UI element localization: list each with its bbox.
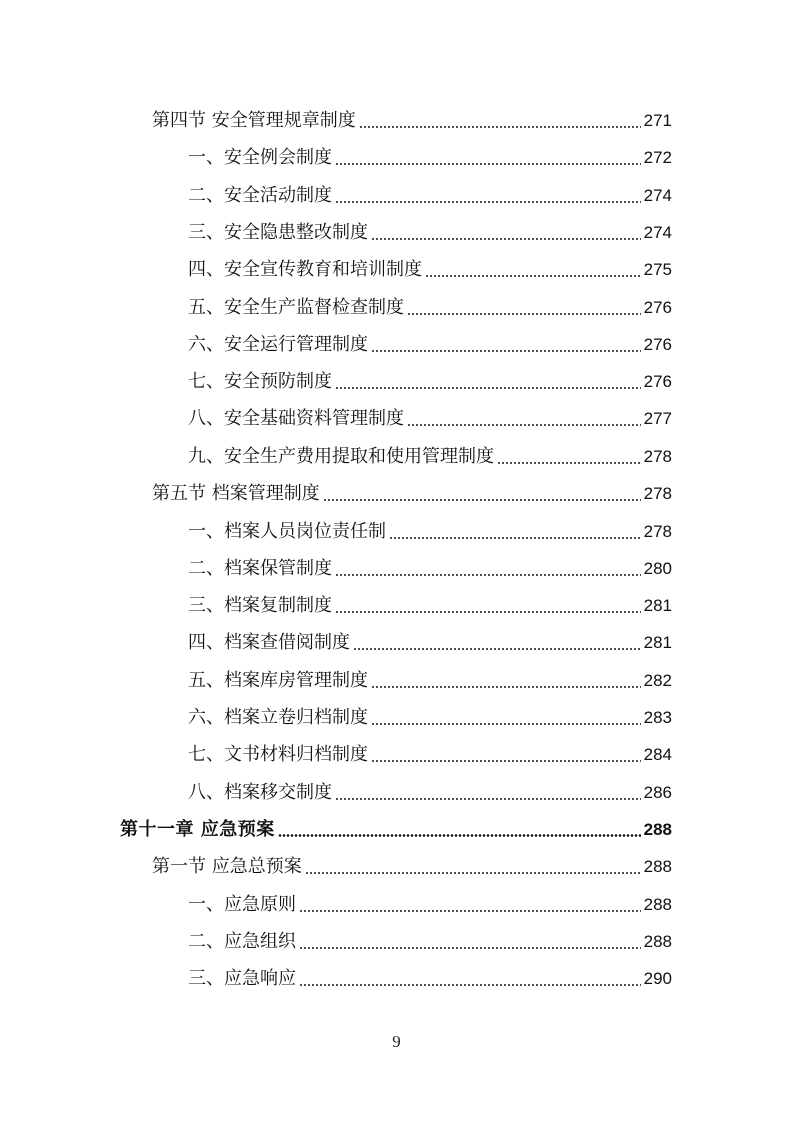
dot-leader [335,798,641,800]
toc-entry [188,180,672,208]
toc-entry-chapter-11 [120,814,672,842]
dot-leader [425,275,641,277]
dot-leader [335,387,641,389]
toc-entry-title: 八、档案移交制度 [188,782,332,803]
dot-leader [371,723,641,725]
toc-entry [188,926,672,954]
toc-entry-page: 274 [643,186,672,205]
toc-entry-page: 280 [643,559,672,578]
toc-entry-title: 五、安全生产监督检查制度 [188,297,404,318]
toc-entry-page: 288 [643,820,672,839]
toc-entry-page: 284 [643,745,672,764]
toc-entry-page: 272 [643,148,672,167]
toc-entry-title: 三、档案复制制度 [188,595,332,616]
toc-entry-page: 278 [643,522,672,541]
toc-entry-page: 281 [643,596,672,615]
toc-entry-page: 286 [643,783,672,802]
toc-entry-title: 二、档案保管制度 [188,558,332,579]
dot-leader [359,126,641,128]
toc-entry-page: 288 [643,857,672,876]
toc-entry-page: 277 [643,409,672,428]
toc-entry-title: 八、安全基础资料管理制度 [188,408,404,429]
toc-entry-title: 第一节 应急总预案 [152,856,302,877]
toc-entry-title: 六、安全运行管理制度 [188,334,368,355]
toc-entry-title: 三、应急响应 [188,968,296,989]
toc-entry-page: 288 [643,932,672,951]
toc-entry-page: 276 [643,335,672,354]
toc-entry-page: 276 [643,372,672,391]
dot-leader [278,834,641,837]
toc-entry-title: 五、档案库房管理制度 [188,670,368,691]
toc-entry-page: 274 [643,223,672,242]
toc-entry-title: 九、安全生产费用提取和使用管理制度 [188,446,494,467]
toc-entry [188,739,672,767]
toc-entry-section-1 [152,851,672,879]
dot-leader [335,574,641,576]
dot-leader [371,686,641,688]
dot-leader [323,499,641,501]
toc-entry [188,889,672,917]
toc-entry-page: 288 [643,895,672,914]
dot-leader [353,648,641,650]
toc-entry [188,665,672,693]
toc-entry [188,217,672,245]
toc-entry-page: 290 [643,969,672,988]
toc-entry-section-4 [152,105,672,133]
dot-leader [299,947,641,949]
toc-entry-page: 281 [643,633,672,652]
toc-entry-title: 二、应急组织 [188,931,296,952]
toc-entry-title: 一、安全例会制度 [188,147,332,168]
toc-entry-title: 四、安全宣传教育和培训制度 [188,259,422,280]
toc-entry-page: 283 [643,708,672,727]
toc-entry [188,292,672,320]
toc-entry-title: 六、档案立卷归档制度 [188,707,368,728]
toc-entry-page: 276 [643,298,672,317]
dot-leader [305,872,641,874]
toc-entry-title: 二、安全活动制度 [188,185,332,206]
toc-entry [188,403,672,431]
dot-leader [299,984,641,986]
dot-leader [299,910,641,912]
toc-entry-title: 第五节 档案管理制度 [152,483,320,504]
toc-entry-title: 七、文书材料归档制度 [188,744,368,765]
toc-entry-title: 三、安全隐患整改制度 [188,222,368,243]
toc-entry [188,627,672,655]
dot-leader [371,350,641,352]
toc-entry-title: 第四节 安全管理规章制度 [152,110,356,131]
toc-entry-page: 278 [643,484,672,503]
toc-entry-title: 一、档案人员岗位责任制 [188,521,386,542]
dot-leader [389,537,641,539]
toc-entry [188,963,672,991]
toc-entry [188,329,672,357]
dot-leader [371,238,641,240]
toc-entry [188,441,672,469]
toc-entry-page: 282 [643,671,672,690]
toc-entry-title: 四、档案查借阅制度 [188,632,350,653]
toc-entry [188,553,672,581]
toc-entry-title: 一、应急原则 [188,894,296,915]
dot-leader [335,201,641,203]
dot-leader [407,313,641,315]
toc-entry-page: 275 [643,260,672,279]
toc-entry-title: 第十一章 应急预案 [120,819,275,840]
page-number: 9 [392,1032,401,1051]
dot-leader [335,611,641,613]
dot-leader [497,462,641,464]
toc-entry-page: 278 [643,447,672,466]
toc-entry [188,590,672,618]
toc-entry-page: 271 [643,111,672,130]
toc-entry [188,254,672,282]
dot-leader [371,760,641,762]
toc-entry [188,366,672,394]
toc-entry [188,702,672,730]
dot-leader [407,424,641,426]
toc-entry-title: 七、安全预防制度 [188,371,332,392]
toc-entry [188,142,672,170]
toc-entry [188,516,672,544]
toc-entry-section-5 [152,478,672,506]
toc-entry [188,777,672,805]
dot-leader [335,163,641,165]
